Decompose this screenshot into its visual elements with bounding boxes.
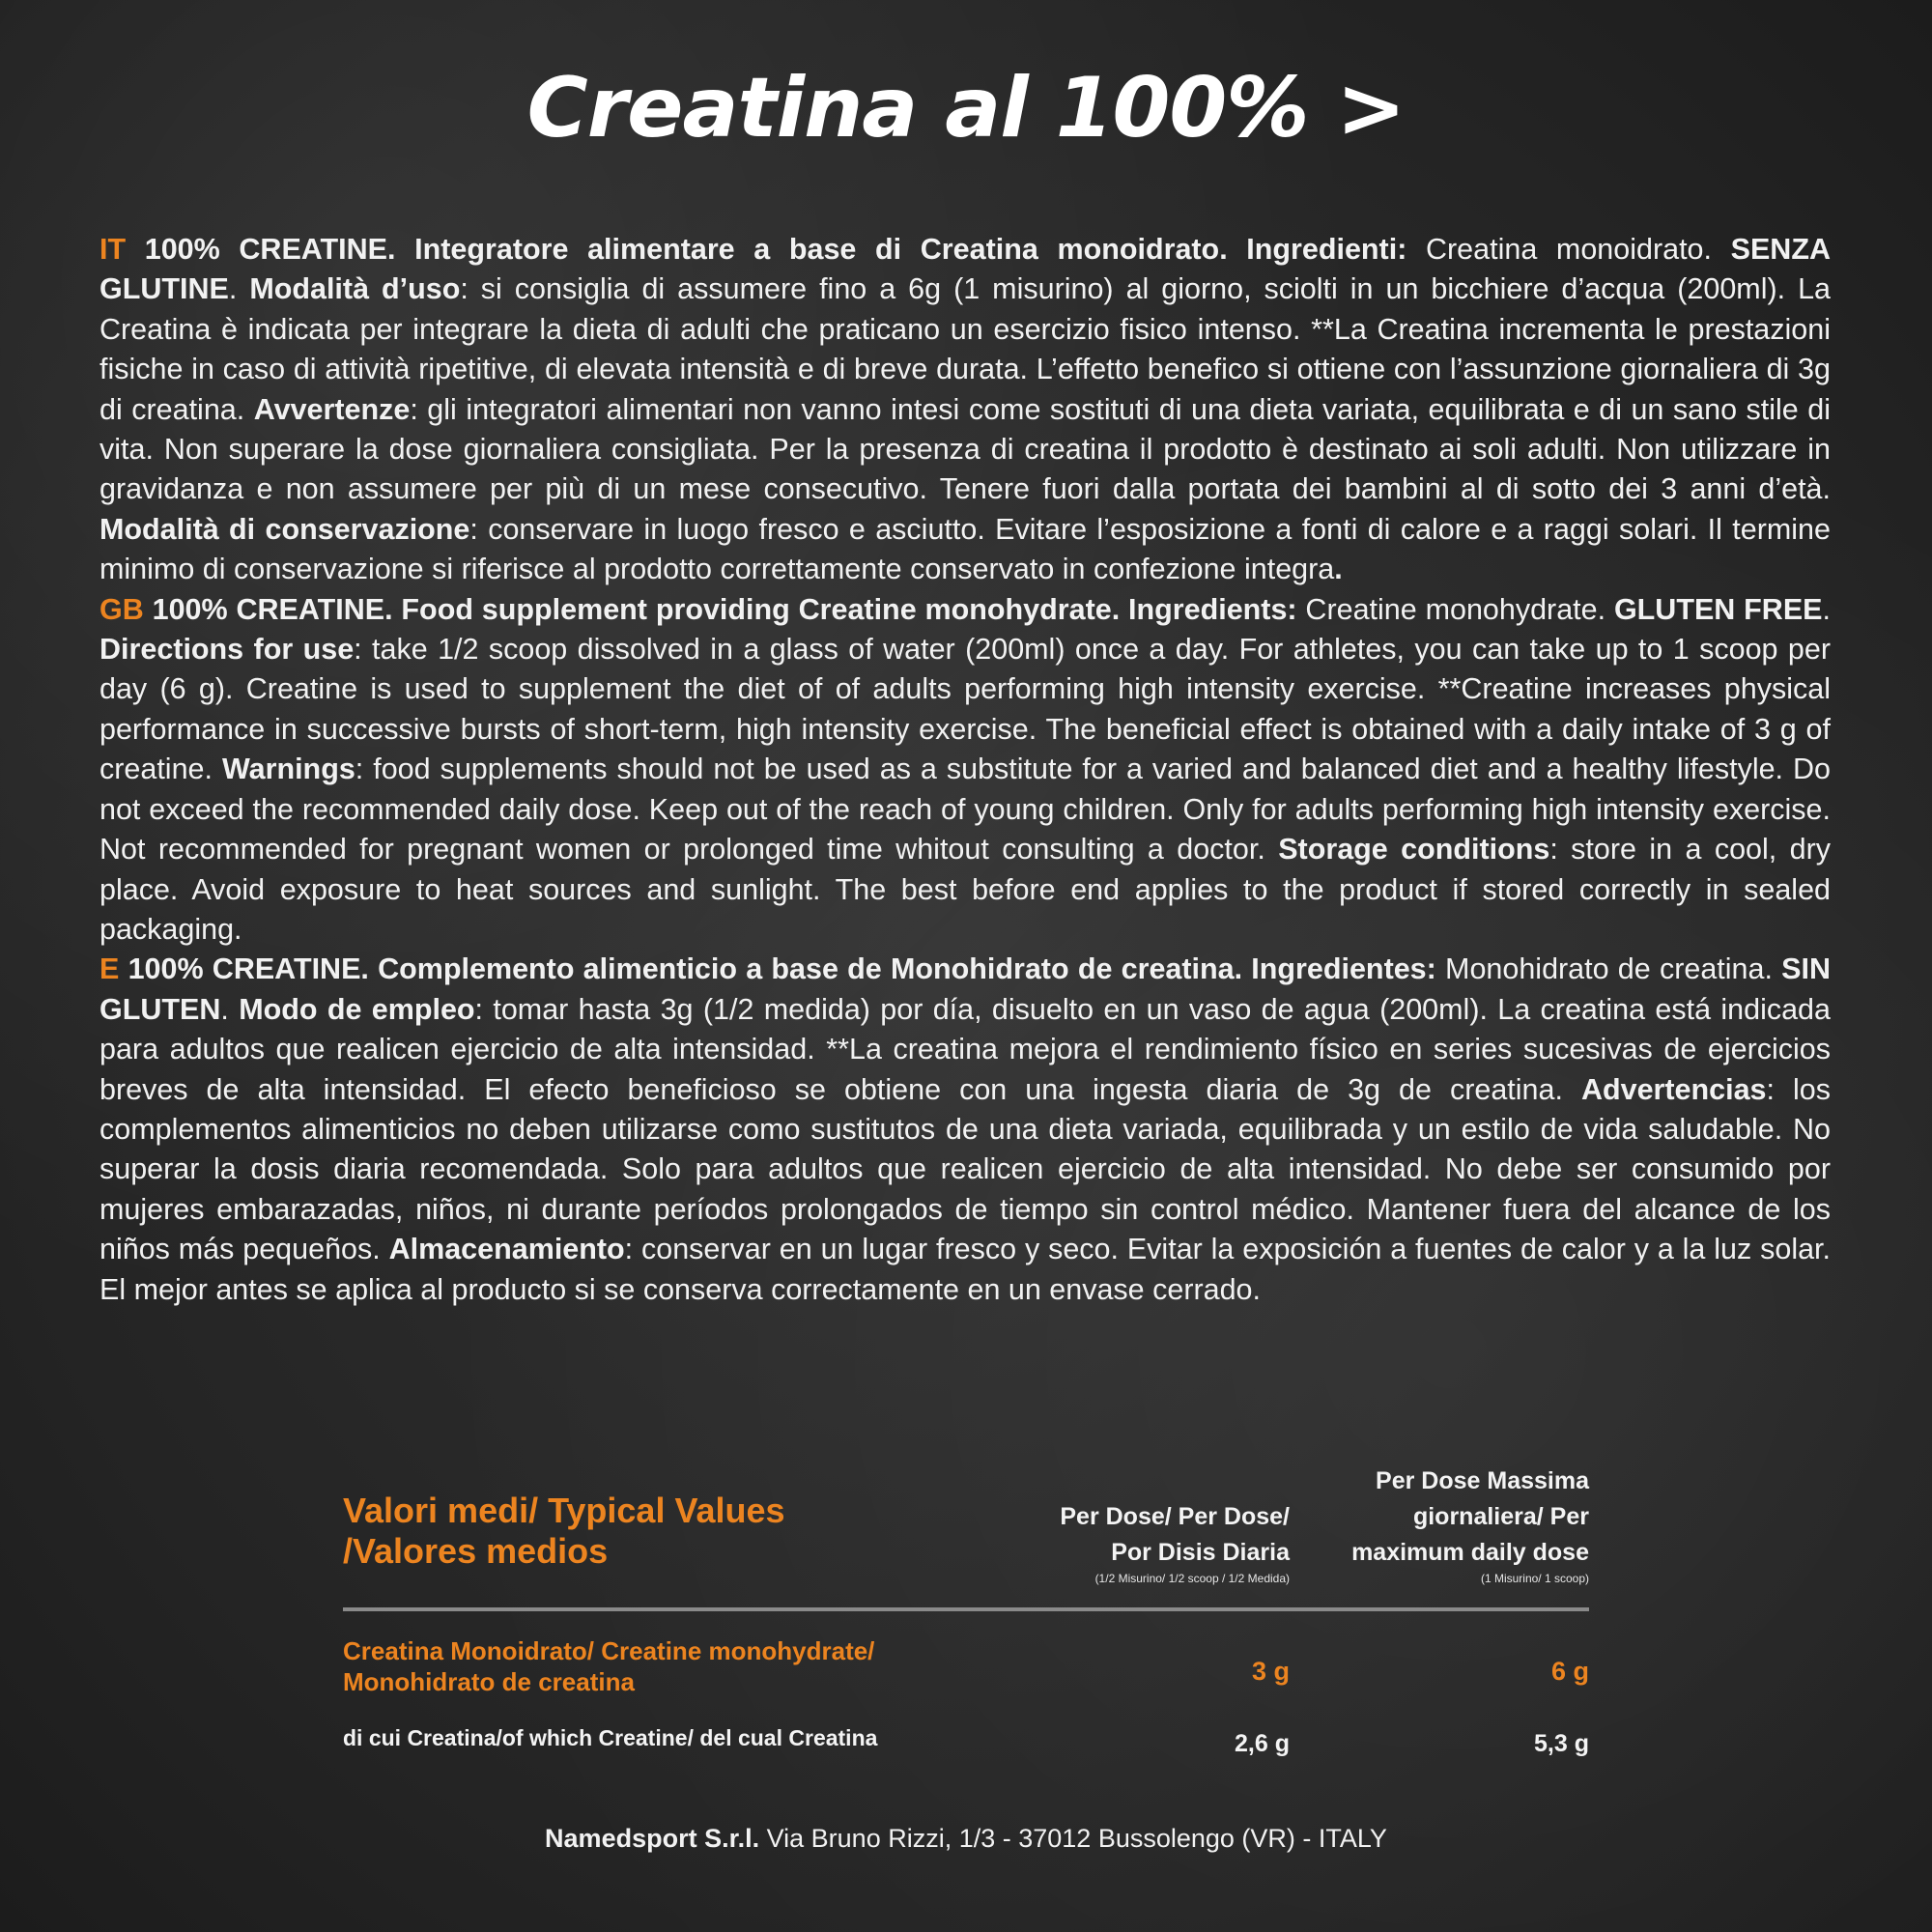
- gb-storage-heading: Storage conditions: [1278, 833, 1550, 867]
- column-header-line: Por Disis Diaria: [1111, 1539, 1290, 1566]
- it-text: .: [1334, 553, 1343, 586]
- column-header-line: Per Dose/ Per Dose/: [1060, 1503, 1290, 1530]
- spanish-paragraph: [99, 950, 1831, 1310]
- es-text: .: [220, 992, 240, 1026]
- it-text: : si consiglia di assumere fino a 6g (1 misurino) al giorno, sciolti in un bicchiere d’acqua (200ml). La Creatina è indicata per integrare la dieta di adulti che praticano un esercizio fisico intenso. **La Creatina incrementa le prestazioni fisiche in caso di attività ripetitive, di elevata intensità e di breve durata. L’effetto benefico si ottiene con l’assunzione giornaliera di 3g di creatina.: [99, 272, 1832, 426]
- lang-code-gb: GB: [99, 592, 144, 626]
- es-text: : tomar hasta 3g (1/2 medida) por día, disuelto en un vaso de agua (200ml). La creatina está indicada para adultos que realicen ejercicio de alta intensidad. **La creatina mejora el rendimiento físico en series sucesivas de ejercicios breves de alta intensidad. El efecto beneficioso se obtiene con una ingesta diaria de 3g de creatina.: [99, 992, 1831, 1106]
- it-storage-heading: Modalità di conservazione: [99, 512, 470, 546]
- nutrition-table: [343, 1459, 1589, 1757]
- gb-text: Creatine monohydrate.: [1296, 592, 1614, 626]
- es-text: : los complementos alimenticios no deben utilizarse como sustitutos de una dieta variada, equilibrada y un estilo de vida saludable. No superar la dosis diaria recomendada. Solo para adultos que realicen ejercicio de alta intensidad. No debe ser consumido por mujeres embarazadas, niños, ni durante períodos prolongados de tiempo sin control médico. Mantener fuera del alcance de los niños más pequeños.: [99, 1072, 1832, 1266]
- es-gluten-free: SIN GLUTEN: [99, 952, 1831, 1026]
- value-per-dose: 3 g: [1251, 1657, 1290, 1686]
- label-text-block: [99, 230, 1831, 1310]
- it-warnings-heading: Avvertenze: [253, 392, 411, 426]
- italian-paragraph: [99, 230, 1831, 590]
- column-header-line: Per Dose Massima: [1376, 1467, 1589, 1494]
- column-header-line: maximum daily dose: [1351, 1539, 1589, 1566]
- table-heading-line: Valori medi/ Typical Values: [343, 1491, 785, 1530]
- gb-text: : food supplements should not be used as a substitute for a varied and balanced diet and a healthy lifestyle. Do not exceed the recommended daily dose. Keep out of the reach of young children. Only for adults performing high intensity exercise. Not recommended for pregnant women or prolonged time whitout consulting a doctor.: [99, 753, 1831, 867]
- it-text: : gli integratori alimentari non vanno intesi come sostituti di una dieta variata, equilibrata e di un sano stile di vita. Non superare la dose giornaliera consigliata. Per la presenza di creatina il prodotto è destinato ai soli adulti. Non utilizzare in gravidanza e non assumere per più di un mese consecutivo. Tenere fuori dalla portata dei bambini al di sotto dei 3 anni d’età.: [99, 392, 1831, 506]
- column-header-per-dose: [971, 1499, 1290, 1586]
- es-product-heading: 100% CREATINE. Complemento alimenticio a base de Monohidrato de creatina. Ingredientes:: [128, 952, 1436, 986]
- column-header-note: (1 Misurino/ 1 scoop): [1480, 1572, 1589, 1585]
- row-label-creatine-monohydrate: [343, 1635, 1019, 1697]
- it-directions-heading: Modalità d’uso: [249, 272, 461, 306]
- it-text: : conservare in luogo fresco e asciutto. Evitare l’esposizione a fonti di calore e a raggi solari. Il termine minimo di conservazione si riferisce al prodotto correttamente conservato in confezione integra: [99, 512, 1831, 586]
- column-header-note: (1/2 Misurino/ 1/2 scoop / 1/2 Medida): [1094, 1572, 1290, 1585]
- es-text: : conservar en un lugar fresco y seco. Evitar la exposición a fuentes de calor y a la luz solar. El mejor antes se aplica al producto si se conserva correctamente en un envase cerrado.: [99, 1233, 1832, 1306]
- gb-text: .: [1822, 592, 1831, 626]
- it-text: .: [228, 272, 250, 306]
- es-warnings-heading: Advertencias: [1580, 1072, 1767, 1106]
- gb-warnings-heading: Warnings: [221, 753, 355, 786]
- gb-directions-heading: Directions for use: [99, 633, 355, 667]
- gb-gluten-free: GLUTEN FREE: [1613, 592, 1823, 626]
- it-text: Creatina monoidrato.: [1406, 233, 1731, 266]
- es-storage-heading: Almacenamiento: [388, 1233, 625, 1266]
- column-header-max-daily-dose: [1299, 1463, 1589, 1586]
- gb-text: : take 1/2 scoop dissolved in a glass of water (200ml) once a day. For athletes, you can take up to 1 scoop per day (6 g). Creatine is used to supplement the diet of of adults performing high intensity exercise. **Creatine increases physical performance in successive bursts of short-term, high intensity exercise. The beneficial effect is obtained with a daily intake of 3 g of creatine.: [99, 633, 1831, 786]
- row-label-of-which-creatine: di cui Creatina/of which Creatine/ del cual Creatina: [343, 1725, 878, 1750]
- company-address: Via Bruno Rizzi, 1/3 - 37012 Bussolengo (VR) - ITALY: [759, 1824, 1387, 1853]
- row-label-line: Creatina Monoidrato/ Creatine monohydrate/: [343, 1636, 875, 1665]
- it-gluten-free: SENZA GLUTINE: [99, 233, 1831, 306]
- row-label-line: Monohidrato de creatina: [343, 1667, 635, 1696]
- value-per-dose: 2,6 g: [1235, 1730, 1290, 1757]
- company-name: Namedsport S.r.l.: [545, 1824, 760, 1853]
- lang-code-it: IT: [99, 233, 127, 266]
- value-max-daily-dose: 5,3 g: [1534, 1730, 1589, 1757]
- table-divider: [343, 1607, 1589, 1611]
- manufacturer-address: [0, 1824, 1932, 1854]
- es-text: Monohidrato de creatina.: [1435, 952, 1782, 986]
- table-heading: [343, 1491, 923, 1572]
- column-header-line: giornaliera/ Per: [1412, 1503, 1589, 1530]
- page-title: Creatina al 100% >: [526, 60, 1406, 156]
- it-product-heading: 100% CREATINE. Integratore alimentare a base di Creatina monoidrato. Ingredienti:: [144, 233, 1407, 266]
- table-header: [343, 1459, 1589, 1608]
- lang-code-es: E: [99, 952, 120, 986]
- gb-text: : store in a cool, dry place. Avoid exposure to heat sources and sunlight. The best before end applies to the product if stored correctly in sealed packaging.: [99, 833, 1831, 946]
- es-directions-heading: Modo de empleo: [239, 992, 475, 1026]
- gb-product-heading: 100% CREATINE. Food supplement providing Creatine monohydrate. Ingredients:: [152, 592, 1297, 626]
- table-heading-line: /Valores medios: [343, 1531, 609, 1571]
- value-max-daily-dose: 6 g: [1550, 1657, 1589, 1686]
- english-paragraph: [99, 590, 1831, 951]
